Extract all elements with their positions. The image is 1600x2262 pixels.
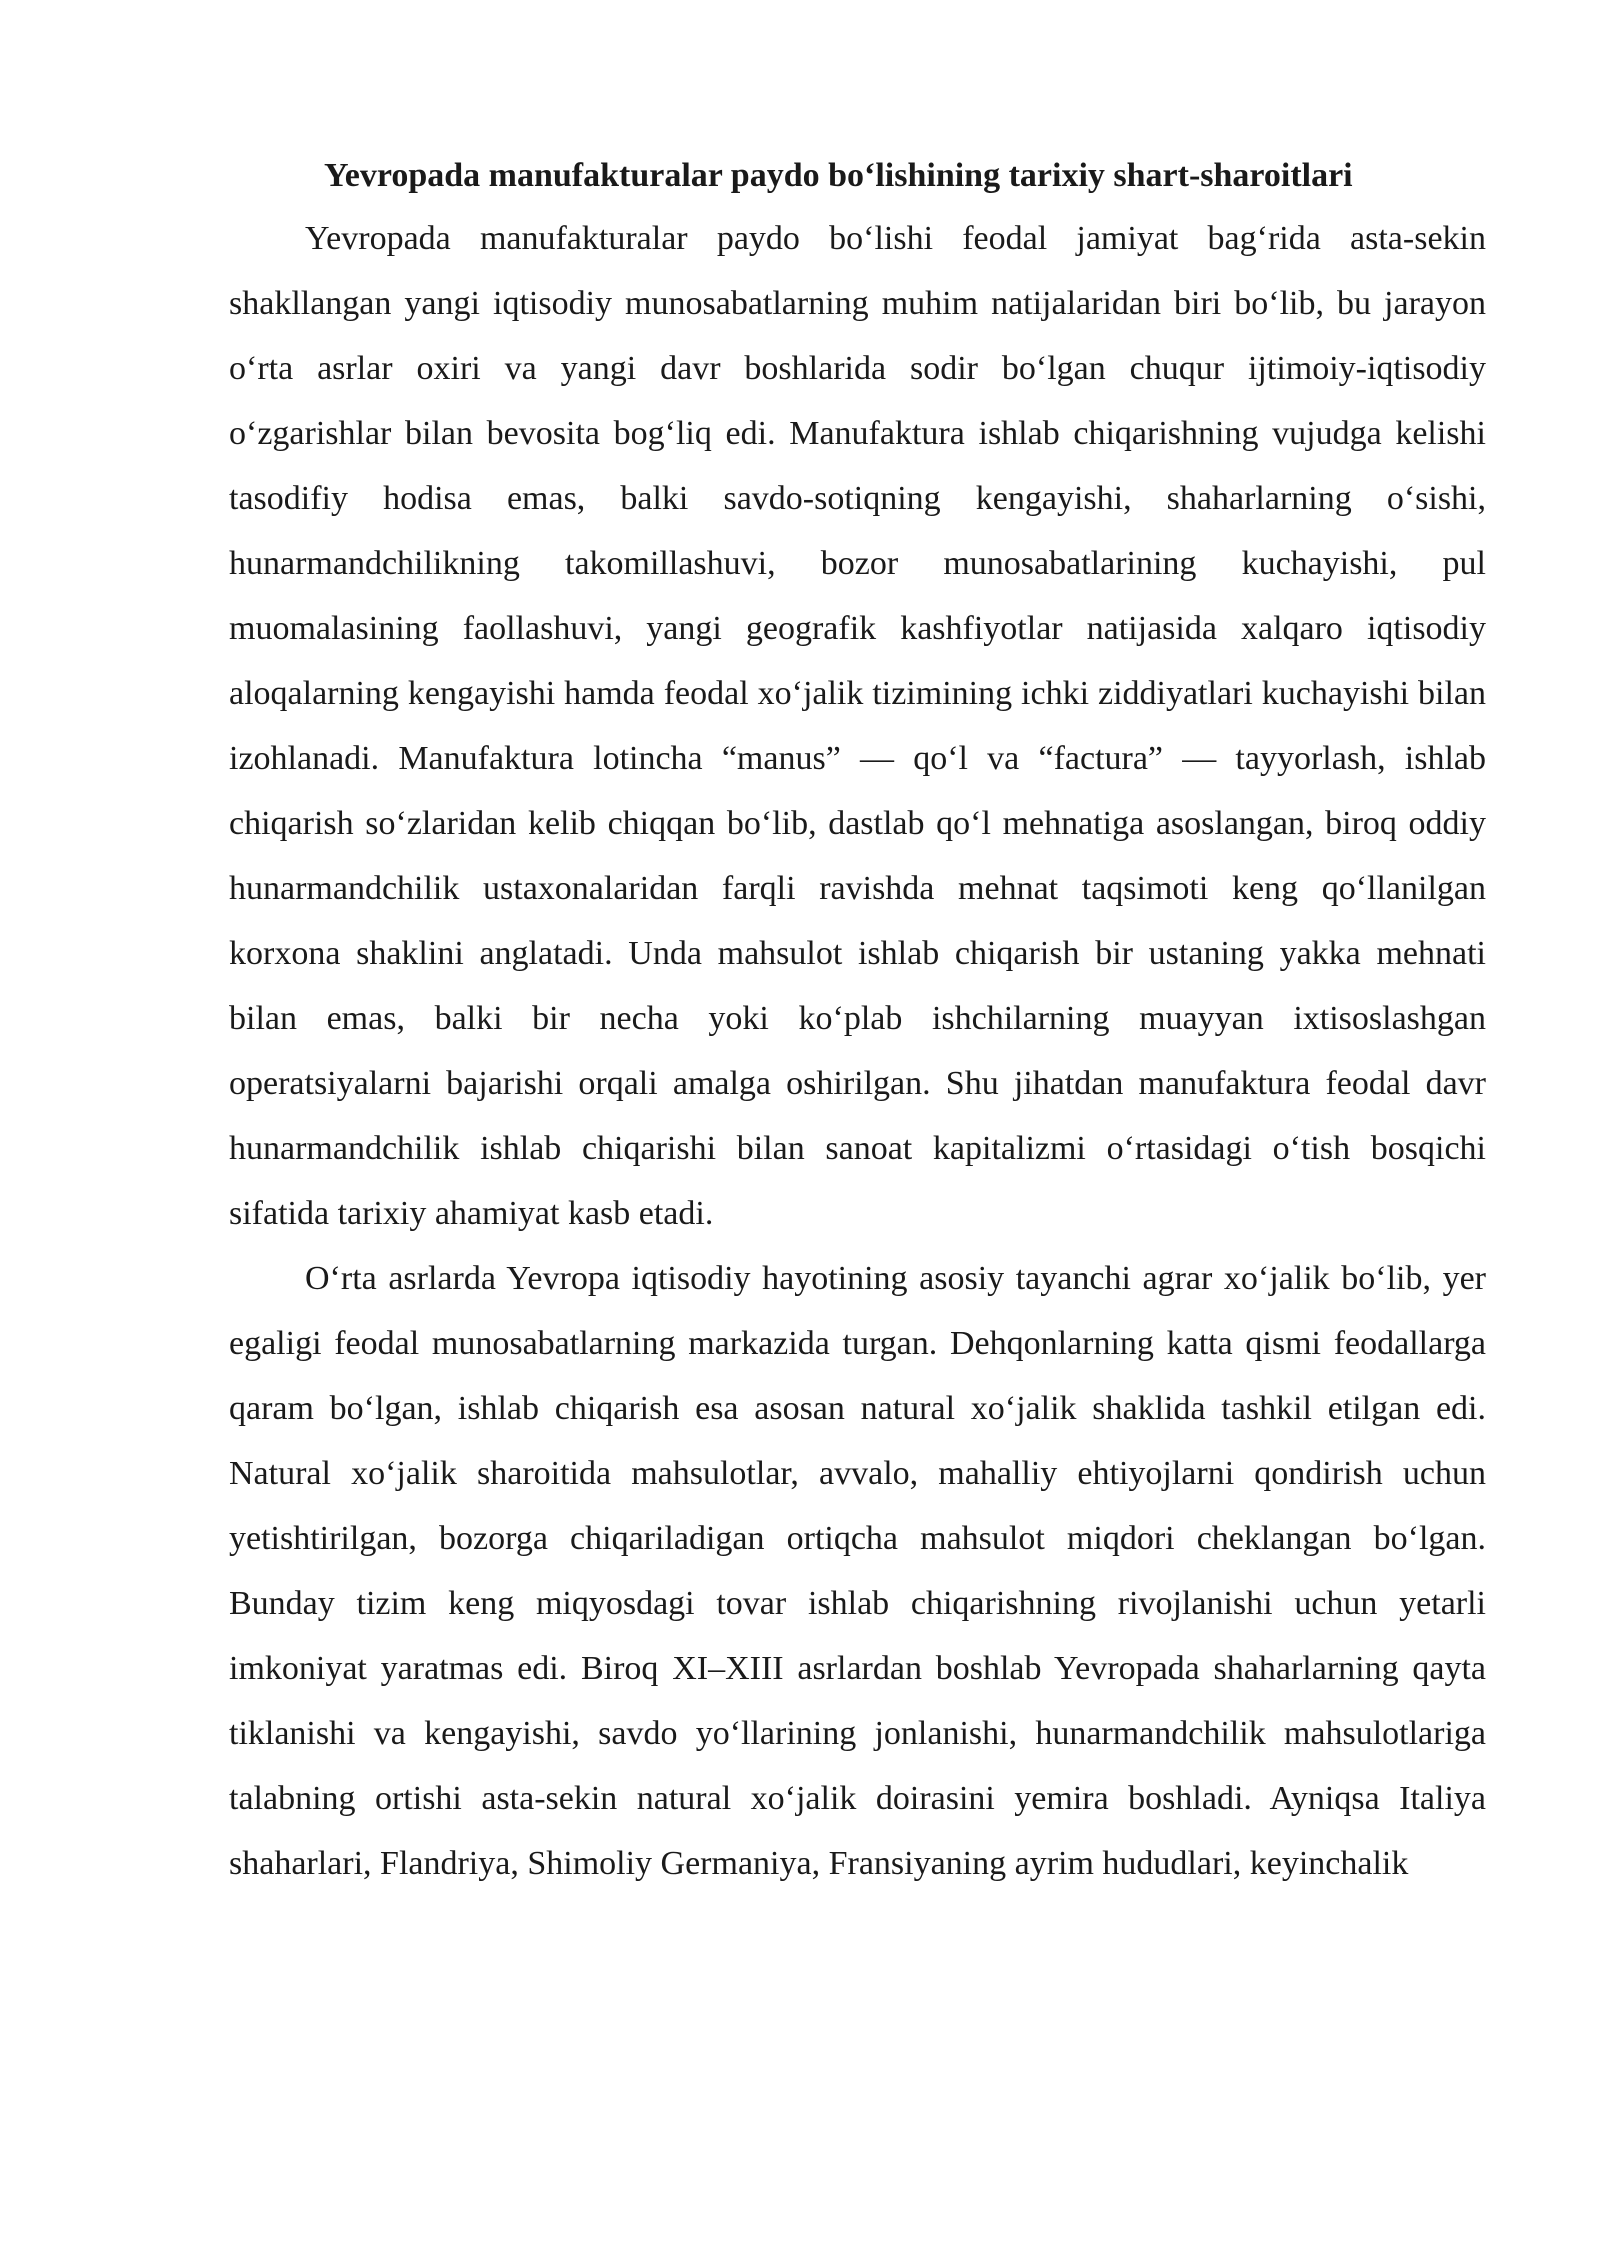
paragraph-1: Yevropada manufakturalar paydo bo‘lishi feodal jamiyat bag‘rida asta-sekin shakllangan yangi iqtisodiy munosabatlarning muhim natijalaridan biri bo‘lib, bu jarayon o‘rta asrlar oxiri va yangi davr boshlarida sodir bo‘lgan chuqur ijtimoiy-iqtisodiy o‘zgarishlar bilan bevosita bog‘liq edi. Manufaktura ishlab chiqarishning vujudga kelishi tasodifiy hodisa emas, balki savdo-sotiqning kengayishi, shaharlarning o‘sishi, hunarmandchilikning takomillashuvi, bozor munosabatlarining kuchayishi, pul muomalasining faollashuvi, yangi geografik kashfiyotlar natijasida xalqaro iqtisodiy aloqalarning kengayishi hamda feodal xo‘jalik tizimining ichki ziddiyatlari kuchayishi bilan izohlanadi. Manufaktura lotincha “manus” — qo‘l va “factura” — tayyorlash, ishlab chiqarish so‘zlaridan kelib chiqqan bo‘lib, dastlab qo‘l mehnatiga asoslangan, biroq oddiy hunarmandchilik ustaxonalaridan farqli ravishda mehnat taqsimoti keng qo‘llanilgan korxona shaklini anglatadi. Unda mahsulot ishlab chiqarish bir ustaning yakka mehnati bilan emas, balki bir necha yoki ko‘plab ishchilarning muayyan ixtisoslashgan operatsiyalarni bajarishi orqali amalga oshirilgan. Shu jihatdan manufaktura feodal davr hunarmandchilik ishlab chiqarishi bilan sanoat kapitalizmi o‘rtasidagi o‘tish bosqichi sifatida tarixiy ahamiyat kasb etadi. xyxy=(229,220,1486,1232)
document-body xyxy=(229,146,1486,1896)
document-title: Yevropada manufakturalar paydo bo‘lishining tarixiy shart-sharoitlari xyxy=(324,157,1353,194)
paragraph-2: O‘rta asrlarda Yevropa iqtisodiy hayotining asosiy tayanchi agrar xo‘jalik bo‘lib, yer egaligi feodal munosabatlarning markazida turgan. Dehqonlarning katta qismi feodallarga qaram bo‘lgan, ishlab chiqarish esa asosan natural xo‘jalik shaklida tashkil etilgan edi. Natural xo‘jalik sharoitida mahsulotlar, avvalo, mahalliy ehtiyojlarni qondirish uchun yetishtirilgan, bozorga chiqariladigan ortiqcha mahsulot miqdori cheklangan bo‘lgan. Bunday tizim keng miqyosdagi tovar ishlab chiqarishning rivojlanishi uchun yetarli imkoniyat yaratmas edi. Biroq XI–XIII asrlardan boshlab Yevropada shaharlarning qayta tiklanishi va kengayishi, savdo yo‘llarining jonlanishi, hunarmandchilik mahsulotlariga talabning ortishi asta-sekin natural xo‘jalik doirasini yemira boshladi. Ayniqsa Italiya shaharlari, Flandriya, Shimoliy Germaniya, Fransiyaning ayrim hududlari, keyinchalik xyxy=(229,1260,1486,1882)
